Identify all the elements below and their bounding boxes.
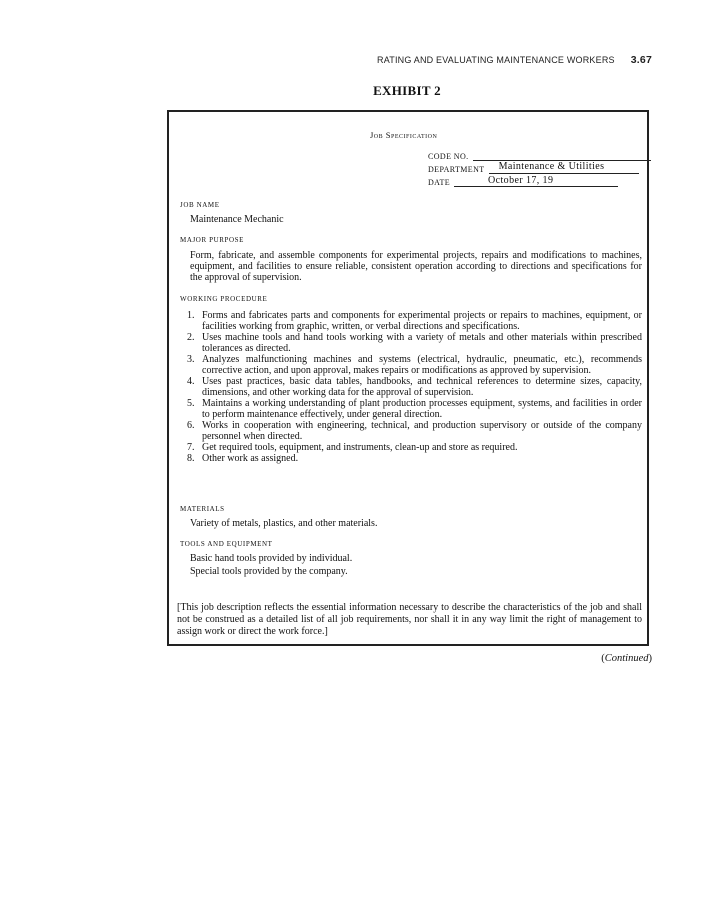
materials-text: Variety of metals, plastics, and other materials. <box>190 518 378 529</box>
running-head <box>377 54 652 66</box>
department-value: Maintenance & Utilities <box>489 161 639 174</box>
tools-line-1: Basic hand tools provided by individual. <box>190 553 353 564</box>
procedure-item: 4. Uses past practices, basic data tables, handbooks, and technical references to determine sizes, capacity, dimensions, and other working data for the approval of supervision. <box>187 376 642 398</box>
date-value: October 17, 19 <box>454 175 618 187</box>
department-field <box>428 161 639 174</box>
job-name-text: Maintenance Mechanic <box>190 214 284 225</box>
code-no-label: CODE NO. <box>428 152 469 161</box>
continued-text: Continued <box>604 653 649 664</box>
procedure-item: 1. Forms and fabricates parts and components for experimental projects or repairs to machines, equipment, or facilities working from graphic, written, or verbal directions and specifications. <box>187 310 642 332</box>
working-procedure-list <box>187 310 642 464</box>
major-purpose-text: Form, fabricate, and assemble components for experimental projects, repairs and modifications to machines, equipment, and facilities to ensure reliable, consistent operation according to directions and specifications for the approval of supervision. <box>190 250 642 284</box>
running-head-title: RATING AND EVALUATING MAINTENANCE WORKERS <box>377 55 615 65</box>
department-label: DEPARTMENT <box>428 165 485 174</box>
code-no-value <box>473 148 651 161</box>
disclaimer-note: [This job description reflects the essential information necessary to describe the characteristics of the job and shall not be construed as a detailed list of all job requirements, nor shall it in any way limit the right of management to assign work or direct the work force.] <box>177 602 642 637</box>
working-procedure-heading: WORKING PROCEDURE <box>180 295 268 303</box>
materials-heading: MATERIALS <box>180 505 225 513</box>
date-field <box>428 174 618 187</box>
continued-label: (Continued) <box>601 653 652 664</box>
procedure-item: 8. Other work as assigned. <box>187 453 299 464</box>
tools-heading: TOOLS AND EQUIPMENT <box>180 540 273 548</box>
exhibit-title: EXHIBIT 2 <box>373 83 441 98</box>
procedure-item: 6. Works in cooperation with engineering, technical, and production supervisory or outside of the company personnel when directed. <box>187 420 642 442</box>
tools-line-2: Special tools provided by the company. <box>190 566 348 577</box>
procedure-item: 2. Uses machine tools and hand tools working with a variety of metals and other materials within prescribed tolerances as directed. <box>187 332 642 354</box>
code-no-field <box>428 148 651 161</box>
form-title: Job Specification <box>370 130 438 140</box>
procedure-item: 7. Get required tools, equipment, and instruments, clean-up and store as required. <box>187 442 518 453</box>
major-purpose-heading: MAJOR PURPOSE <box>180 236 245 244</box>
job-name-heading: JOB NAME <box>180 201 220 209</box>
date-label: DATE <box>428 178 451 187</box>
procedure-item: 5. Maintains a working understanding of plant production processes equipment, systems, and facilities in order to perform maintenance effectively, under general direction. <box>187 398 642 420</box>
page-number: 3.67 <box>630 54 652 66</box>
procedure-item: 3. Analyzes malfunctioning machines and systems (electrical, hydraulic, pneumatic, etc.), recommends corrective action, and upon approval, makes repairs or modifications as approved by supervision. <box>187 354 642 376</box>
